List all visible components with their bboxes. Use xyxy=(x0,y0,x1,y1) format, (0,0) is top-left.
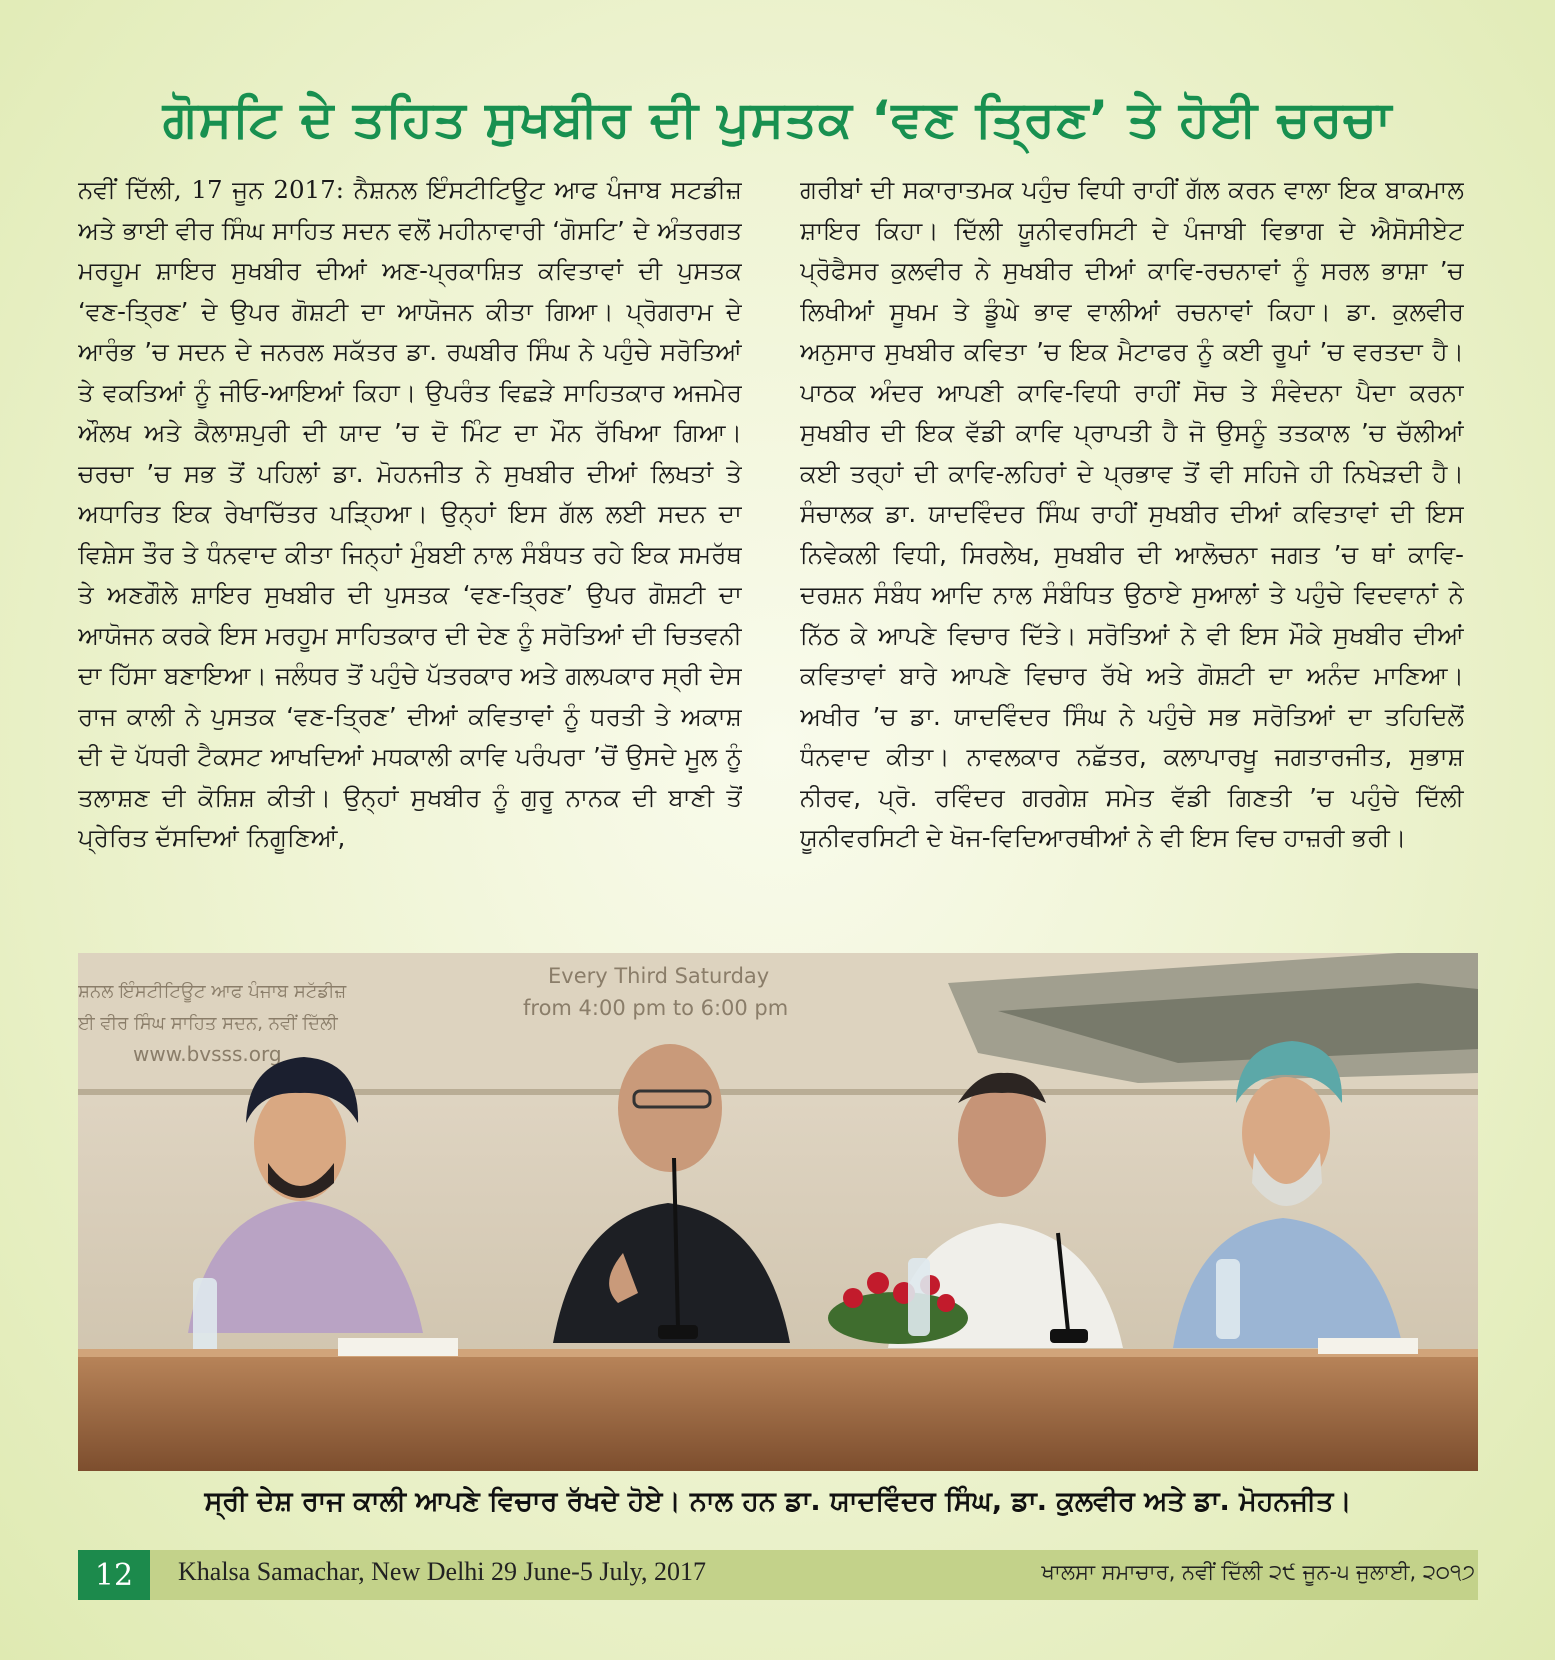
article-headline: ਗੋਸਟਿ ਦੇ ਤਹਿਤ ਸੁਖਬੀਰ ਦੀ ਪੁਸਤਕ ‘ਵਣ ਤ੍ਰਿਣ’ ਤੇ ਹੋਈ ਚਰਚਾ xyxy=(162,89,1393,148)
article-body-right: ਗਰੀਬਾਂ ਦੀ ਸਕਾਰਾਤਮਕ ਪਹੁੰਚ ਵਿਧੀ ਰਾਹੀਂ ਗੱਲ ਕਰਨ ਵਾਲਾ ਇਕ ਬਾਕਮਾਲ ਸ਼ਾਇਰ ਕਿਹਾ। ਦਿੱਲੀ ਯੂਨੀਵਰਸਿਟੀ ਦੇ ਪੰਜਾਬੀ ਵਿਭਾਗ ਦੇ ਐਸੋਸੀਏਟ ਪ੍ਰੋਫੈਸਰ ਕੁਲਵੀਰ ਨੇ ਸੁਖਬੀਰ ਦੀਆਂ ਕਾਵਿ-ਰਚਨਾਵਾਂ ਨੂੰ ਸਰਲ ਭਾਸ਼ਾ ’ਚ ਲਿਖੀਆਂ ਸੂਖਮ ਤੇ ਡੂੰਘੇ ਭਾਵ ਵਾਲੀਆਂ ਰਚਨਾਵਾਂ ਕਿਹਾ। ਡਾ. ਕੁਲਵੀਰ ਅਨੁਸਾਰ ਸੁਖਬੀਰ ਕਵਿਤਾ ’ਚ ਇਕ ਮੈਟਾਫਰ ਨੂੰ ਕਈ ਰੂਪਾਂ ’ਚ ਵਰਤਦਾ ਹੈ। ਪਾਠਕ ਅੰਦਰ ਆਪਣੀ ਕਾਵਿ-ਵਿਧੀ ਰਾਹੀਂ ਸੋਚ ਤੇ ਸੰਵੇਦਨਾ ਪੈਦਾ ਕਰਨਾ ਸੁਖਬੀਰ ਦੀ ਇਕ ਵੱਡੀ ਕਾਵਿ ਪ੍ਰਾਪਤੀ ਹੈ ਜੋ ਉਸਨੂੰ ਤਤਕਾਲ ’ਚ ਚੱਲੀਆਂ ਕਈ ਤਰ੍ਹਾਂ ਦੀ ਕਾਵਿ-ਲਹਿਰਾਂ ਦੇ ਪ੍ਰਭਾਵ ਤੋਂ ਵੀ ਸਹਿਜੇ ਹੀ ਨਿਖੇੜਦੀ ਹੈ। ਸੰਚਾਲਕ ਡਾ. ਯਾਦਵਿੰਦਰ ਸਿੰਘ ਰਾਹੀਂ ਸੁਖਬੀਰ ਦੀਆਂ ਕਵਿਤਾਵਾਂ ਦੀ ਇਸ ਨਿਵੇਕਲੀ ਵਿਧੀ, ਸਿਰਲੇਖ, ਸੁਖਬੀਰ ਦੀ ਆਲੋਚਨਾ ਜਗਤ ’ਚ ਥਾਂ ਕਾਵਿ-ਦਰਸ਼ਨ ਸੰਬੰਧ ਆਦਿ ਨਾਲ ਸੰਬੰਧਿਤ ਉਠਾਏ ਸੁਆਲਾਂ ਤੇ ਪਹੁੰਚੇ ਵਿਦਵਾਨਾਂ ਨੇ ਨਿੱਠ ਕੇ ਆਪਣੇ ਵਿਚਾਰ ਦਿੱਤੇ। ਸਰੋਤਿਆਂ ਨੇ ਵੀ ਇਸ ਮੌਕੇ ਸੁਖਬੀਰ ਦੀਆਂ ਕਵਿਤਾਵਾਂ ਬਾਰੇ ਆਪਣੇ ਵਿਚਾਰ ਰੱਖੇ ਅਤੇ ਗੋਸ਼ਟੀ ਦਾ ਅਨੰਦ ਮਾਣਿਆ। ਅਖੀਰ ’ਚ ਡਾ. ਯਾਦਵਿੰਦਰ ਸਿੰਘ ਨੇ ਪਹੁੰਚੇ ਸਭ ਸਰੋਤਿਆਂ ਦਾ ਤਹਿਦਿਲੋਂ ਧੰਨਵਾਦ ਕੀਤਾ। ਨਾਵਲਕਾਰ ਨਛੱਤਰ, ਕਲਾਪਾਰਖੂ ਜਗਤਾਰਜੀਤ, ਸੁਭਾਸ਼ ਨੀਰਵ, ਪ੍ਰੋ. ਰਵਿੰਦਰ ਗਰਗੇਸ਼ ਸਮੇਤ ਵੱਡੀ ਗਿਣਤੀ ’ਚ ਪਹੁੰਚੇ ਦਿੱਲੀ ਯੂਨੀਵਰਸਿਟੀ ਦੇ ਖੋਜ-ਵਿਦਿਆਰਥੀਆਂ ਨੇ ਵੀ ਇਸ ਵਿਚ ਹਾਜ਼ਰੀ ਭਰੀ। xyxy=(800,175,1464,852)
event-photo xyxy=(78,953,1478,1471)
article-dateline: ਨਵੀਂ ਦਿੱਲੀ, 17 ਜੂਨ 2017: xyxy=(78,175,344,204)
article-column-left xyxy=(78,170,742,942)
article-column-right xyxy=(800,170,1464,942)
conference-table xyxy=(78,1353,1478,1471)
article-body-left: ਨੈਸ਼ਨਲ ਇੰਸਟੀਟਿਊਟ ਆਫ ਪੰਜਾਬ ਸਟਡੀਜ਼ ਅਤੇ ਭਾਈ ਵੀਰ ਸਿੰਘ ਸਾਹਿਤ ਸਦਨ ਵਲੋਂ ਮਹੀਨਾਵਾਰੀ ‘ਗੋਸਟਿ’ ਦੇ ਅੰਤਰਗਤ ਮਰਹੂਮ ਸ਼ਾਇਰ ਸੁਖਬੀਰ ਦੀਆਂ ਅਣ-ਪ੍ਰਕਾਸ਼ਿਤ ਕਵਿਤਾਵਾਂ ਦੀ ਪੁਸਤਕ ‘ਵਣ-ਤ੍ਰਿਣ’ ਦੇ ਉਪਰ ਗੋਸ਼ਟੀ ਦਾ ਆਯੋਜਨ ਕੀਤਾ ਗਿਆ। ਪ੍ਰੋਗਰਾਮ ਦੇ ਆਰੰਭ ’ਚ ਸਦਨ ਦੇ ਜਨਰਲ ਸਕੱਤਰ ਡਾ. ਰਘਬੀਰ ਸਿੰਘ ਨੇ ਪਹੁੰਚੇ ਸਰੋਤਿਆਂ ਤੇ ਵਕਤਿਆਂ ਨੂੰ ਜੀਓ-ਆਇਆਂ ਕਿਹਾ। ਉਪਰੰਤ ਵਿਛੜੇ ਸਾਹਿਤਕਾਰ ਅਜਮੇਰ ਔਲਖ ਅਤੇ ਕੈਲਾਸ਼ਪੁਰੀ ਦੀ ਯਾਦ ’ਚ ਦੋ ਮਿੰਟ ਦਾ ਮੌਨ ਰੱਖਿਆ ਗਿਆ। ਚਰਚਾ ’ਚ ਸਭ ਤੋਂ ਪਹਿਲਾਂ ਡਾ. ਮੋਹਨਜੀਤ ਨੇ ਸੁਖਬੀਰ ਦੀਆਂ ਲਿਖਤਾਂ ਤੇ ਅਧਾਰਿਤ ਇਕ ਰੇਖਾਚਿੱਤਰ ਪੜ੍ਹਿਆ। ਉਨ੍ਹਾਂ ਇਸ ਗੱਲ ਲਈ ਸਦਨ ਦਾ ਵਿਸ਼ੇਸ ਤੌਰ ਤੇ ਧੰਨਵਾਦ ਕੀਤਾ ਜਿਨ੍ਹਾਂ ਮੁੰਬਈ ਨਾਲ ਸੰਬੰਧਤ ਰਹੇ ਇਕ ਸਮਰੱਥ ਤੇ ਅਣਗੌਲੇ ਸ਼ਾਇਰ ਸੁਖਬੀਰ ਦੀ ਪੁਸਤਕ ‘ਵਣ-ਤ੍ਰਿਣ’ ਉਪਰ ਗੋਸ਼ਟੀ ਦਾ ਆਯੋਜਨ ਕਰਕੇ ਇਸ ਮਰਹੂਮ ਸਾਹਿਤਕਾਰ ਦੀ ਦੇਣ ਨੂੰ ਸਰੋਤਿਆਂ ਦੀ ਚਿਤਵਨੀ ਦਾ ਹਿੱਸਾ ਬਣਾਇਆ। ਜਲੰਧਰ ਤੋਂ ਪਹੁੰਚੇ ਪੱਤਰਕਾਰ ਅਤੇ ਗਲਪਕਾਰ ਸ੍ਰੀ ਦੇਸ ਰਾਜ ਕਾਲੀ ਨੇ ਪੁਸਤਕ ‘ਵਣ-ਤ੍ਰਿਣ’ ਦੀਆਂ ਕਵਿਤਾਵਾਂ ਨੂੰ ਧਰਤੀ ਤੇ ਅਕਾਸ਼ ਦੀ ਦੋ ਪੱਧਰੀ ਟੈਕਸਟ ਆਖਦਿਆਂ ਮਧਕਾਲੀ ਕਾਵਿ ਪਰੰਪਰਾ ’ਚੋਂ ਉਸਦੇ ਮੂਲ ਨੂੰ ਤਲਾਸ਼ਣ ਦੀ ਕੋਸ਼ਿਸ਼ ਕੀਤੀ। ਉਨ੍ਹਾਂ ਸੁਖਬੀਰ ਨੂੰ ਗੁਰੂ ਨਾਨਕ ਦੀ ਬਾਣੀ ਤੋਂ ਪ੍ਰੇਰਿਤ ਦੱਸਦਿਆਂ ਨਿਗੂਣਿਆਂ, xyxy=(78,175,742,852)
photo-banner-website: www.bvsss.org xyxy=(133,1042,282,1066)
photo-banner-schedule-1: Every Third Saturday xyxy=(548,964,770,988)
page-number: 12 xyxy=(78,1550,150,1600)
footer-publication-english: Khalsa Samachar, New Delhi 29 June-5 July, 2017 xyxy=(178,1557,706,1586)
footer-publication-punjabi: ਖਾਲਸਾ ਸਮਾਚਾਰ, ਨਵੀਂ ਦਿੱਲੀ ੨੯ ਜੂਨ-੫ ਜੁਲਾਈ, ੨੦੧੭ xyxy=(1041,1560,1475,1584)
photo-banner-schedule-2: from 4:00 pm to 6:00 pm xyxy=(523,996,789,1020)
photo-caption: ਸ੍ਰੀ ਦੇਸ਼ ਰਾਜ ਕਾਲੀ ਆਪਣੇ ਵਿਚਾਰ ਰੱਖਦੇ ਹੋਏ। ਨਾਲ ਹਨ ਡਾ. ਯਾਦਵਿੰਦਰ ਸਿੰਘ, ਡਾ. ਕੁਲਵੀਰ ਅਤੇ ਡਾ. ਮੋਹਨਜੀਤ। xyxy=(204,1486,1352,1517)
photo-banner-line-1: ਸ਼ਨਲ ਇੰਸਟੀਟਿਊਟ ਆਫ ਪੰਜਾਬ ਸਟੱਡੀਜ਼ xyxy=(78,981,347,1002)
photo-banner-line-2: ਈ ਵੀਰ ਸਿੰਘ ਸਾਹਿਤ ਸਦਨ, ਨਵੀਂ ਦਿੱਲੀ xyxy=(78,1013,338,1034)
